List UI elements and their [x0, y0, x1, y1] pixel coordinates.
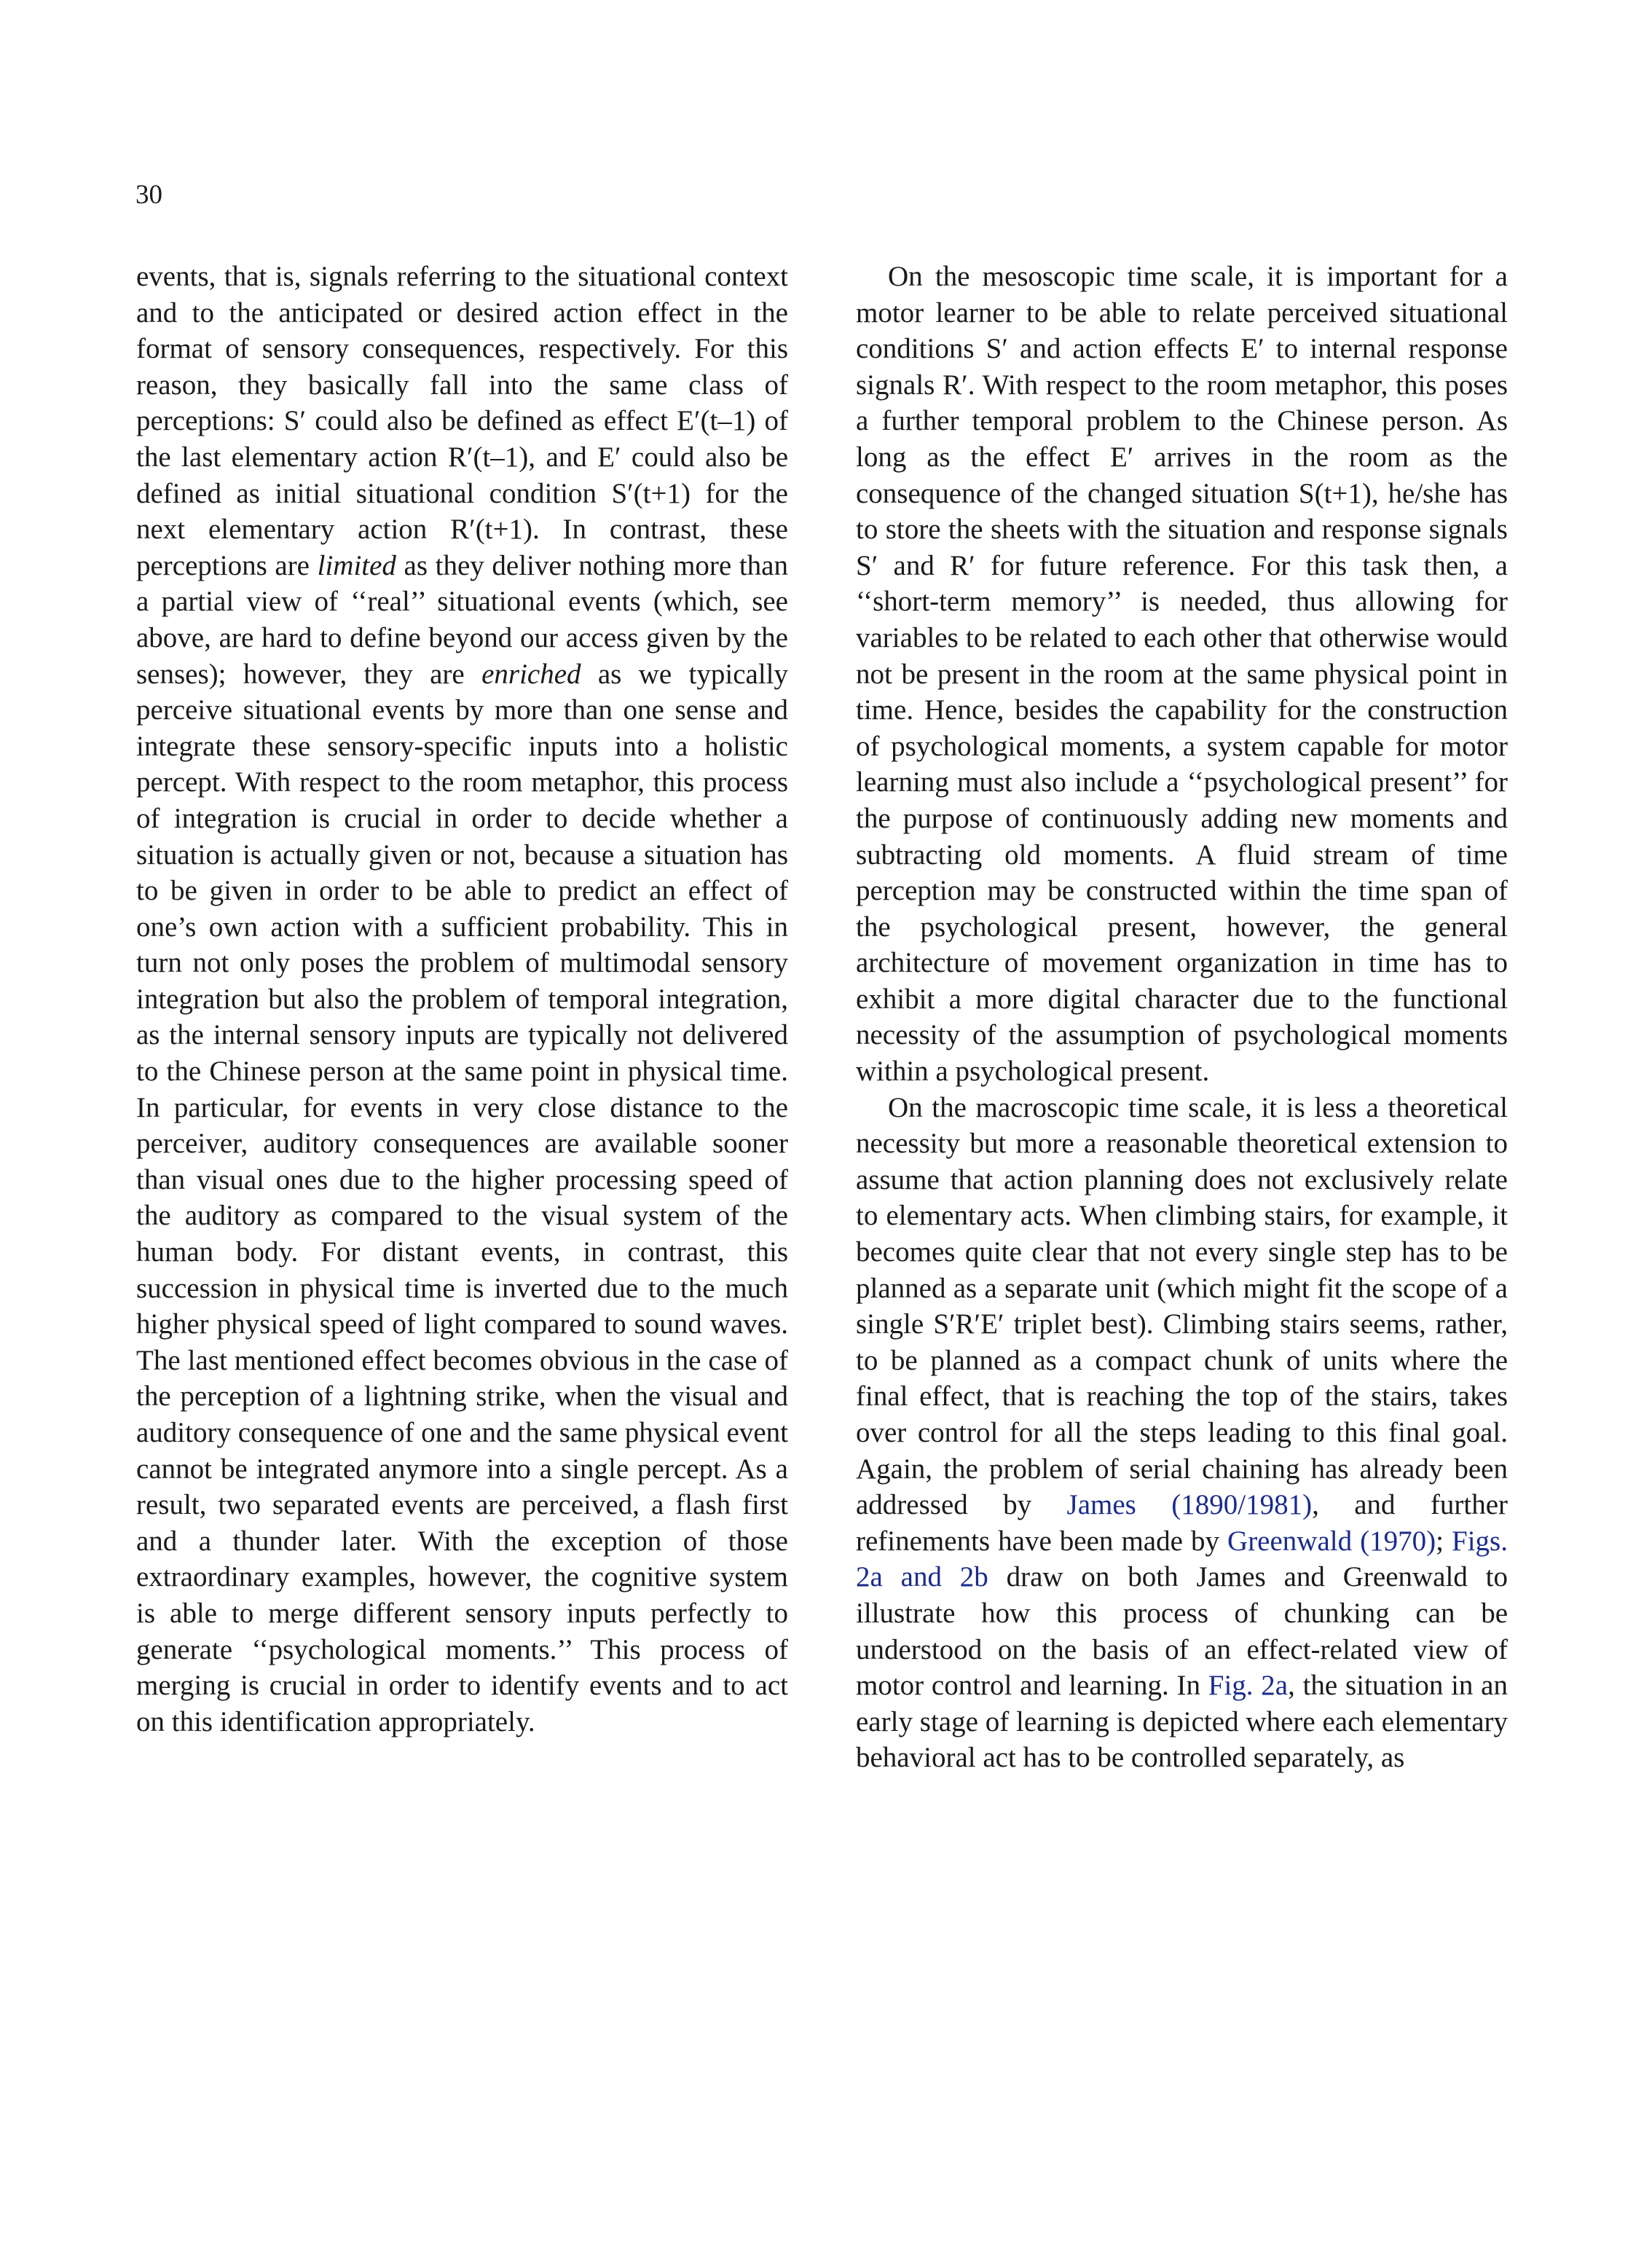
left-column — [136, 259, 788, 1740]
figure-link-2a-2b[interactable]: Figs. 2a and 2b — [856, 1525, 1508, 1593]
figure-link-2a[interactable]: Fig. 2a — [1208, 1670, 1289, 1702]
right-column — [856, 259, 1508, 1776]
right-paragraph-2: On the macroscopic time scale, it is less a theoretical necessity but more a reasonable theoretical extension to assume that action planning does not exclusively relate to elementary acts. When climbing stairs, for example, it becomes quite clear that not every single step has to be planned as a separate unit (which might fit the scope of a single S′R′E′ triplet best). Climbing stairs seems, rather, to be planned as a compact chunk of units where the final effect, that is reaching the top of the stairs, takes over control for all the steps leading to this final goal. Again, the problem of serial chaining has already been addressed by James (1890/1981), and further refinements have been made by Greenwald (1970); Figs. 2a and 2b draw on both James and Greenwald to illustrate how this process of chunking can be understood on the basis of an effect-related view of motor control and learning. In Fig. 2a, the situation in an early stage of learning is depicted where each elementary behavioral act has to be controlled separately, as — [856, 1091, 1508, 1774]
left-paragraph-1: events, that is, signals referring to the situational context and to the anticipated or desired action effect in the format of sensory consequences, respectively. For this reason, they basically fall into the same class of perceptions: S′ could also be defined as effect E′(t–1) of the last elementary action R′(t–1), and E′ could also be defined as initial situational condition S′(t+1) for the next elementary action R′(t+1). In contrast, these perceptions are limited as they deliver nothing more than a partial view of ‘‘real’’ situational events (which, see above, are hard to define beyond our access given by the senses); however, they are enriched as we typically perceive situational events by more than one sense and integrate these sensory-specific inputs into a holistic percept. With respect to the room metaphor, this process of integration is crucial in order to decide whether a situation is actually given or not, because a situation has to be given in order to be able to predict an effect of one’s own action with a sufficient probability. This in turn not only poses the problem of multimodal sensory integration but also the problem of temporal integration, as the internal sensory inputs are typically not delivered to the Chinese person at the same point in physical time. In particular, for events in very close distance to the perceiver, auditory consequences are available sooner than visual ones due to the higher processing speed of the auditory as compared to the visual system of the human body. For distant events, in contrast, this succession in physical time is inverted due to the much higher physical speed of light compared to sound waves. The last mentioned effect becomes obvious in the case of the perception of a lightning strike, when the visual and auditory consequence of one and the same physical event cannot be integrated anymore into a single percept. As a result, two separated events are perceived, a flash first and a thunder later. With the exception of those extraordinary examples, however, the cognitive system is able to merge different sensory inputs perfectly to generate ‘‘psychological moments.’’ This process of merging is crucial in order to identify events and to act on this identification appropriately. — [136, 261, 788, 1737]
emphasis-enriched: enriched — [481, 658, 581, 690]
citation-link-james[interactable]: James (1890/1981) — [1066, 1489, 1313, 1521]
citation-link-greenwald[interactable]: Greenwald (1970) — [1227, 1525, 1436, 1557]
emphasis-limited: limited — [317, 549, 396, 581]
page-number: 30 — [135, 180, 162, 210]
right-paragraph-1: On the mesoscopic time scale, it is important for a motor learner to be able to relate perceived situational conditions S′ and action effects E′ to internal response signals R′. With respect to the room metaphor, this poses a further temporal problem to the Chinese person. As long as the effect E′ arrives in the room as the consequence of the changed situation S(t+1), he/she has to store the sheets with the situation and response signals S′ and R′ for future reference. For this task then, a ‘‘short-term memory’’ is needed, thus allowing for variables to be related to each other that otherwise would not be present in the room at the same physical point in time. Hence, besides the capability for the construction of psychological moments, a system capable for motor learning must also include a ‘‘psychological present’’ for the purpose of continuously adding new moments and subtracting old moments. A fluid stream of time perception may be constructed within the time span of the psychological present, however, the general architecture of movement organization in time has to exhibit a more digital character due to the functional necessity of the assumption of psychological moments within a psychological present. — [856, 261, 1508, 1088]
